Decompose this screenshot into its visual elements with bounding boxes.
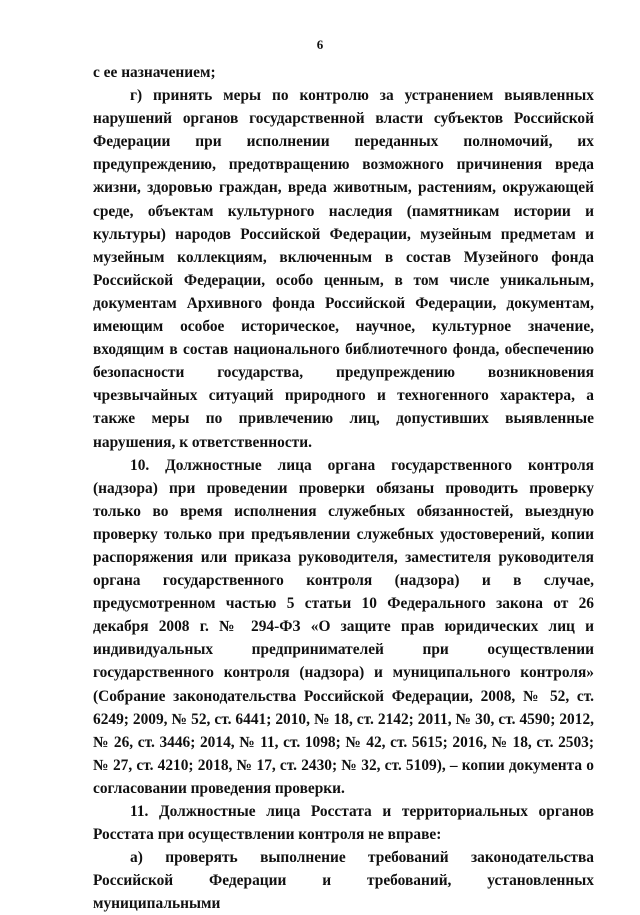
paragraph-item-g: г) принять меры по контролю за устранением выявленных нарушений органов государственной власти субъектов Российской Федерации при исполнении переданных полномочий, их предупреждению, предотвращению возможного причинения вреда жизни, здоровью граждан, вреда животным, растениям, окружающей среде, объектам культурного наследия (памятникам истории и культуры) народов Российской Федерации, музейным предметам и музейным коллекциям, включенным в состав Музейного фонда Российской Федерации, особо ценным, в том числе уникальным, документам Архивного фонда Российской Федерации, документам, имеющим особое историческое, научное, культурное значение, входящим в состав национального библиотечного фонда, обеспечению безопасности государства, предупреждению возникновения чрезвычайных ситуаций природного и техногенного характера, а также меры по привлечению лиц, допустивших выявленные нарушения, к ответственности. xyxy=(93,87,594,451)
paragraph-11: 11. Должностные лица Росстата и территориальных органов Росстата при осуществлении контроля не вправе: xyxy=(93,803,594,844)
paragraph-10: 10. Должностные лица органа государственного контроля (надзора) при проведении проверки обязаны проводить проверку только во время исполнения служебных обязанностей, выездную проверку только при предъявлении служебных удостоверений, копии распоряжения или приказа руководителя, заместителя руководителя органа государственного контроля (надзора) и в случае, предусмотренном частью 5 статьи 10 Федерального закона от 26 декабря 2008 г. № 294-ФЗ «О защите прав юридических лиц и индивидуальных предпринимателей при осуществлении государственного контроля (надзора) и муниципального контроля» (Собрание законодательства Российской Федерации, 2008, № 52, ст. 6249; 2009, № 52, ст. 6441; 2010, № 18, ст. 2142; 2011, № 30, ст. 4590; 2012, № 26, ст. 3446; 2014, № 11, ст. 1098; № 42, ст. 5615; 2016, № 18, ст. 2503; № 27, ст. 4210; 2018, № 17, ст. 2430; № 32, ст. 5109), – копии документа о согласовании проведения проверки. xyxy=(93,456,594,797)
page-number: 6 xyxy=(316,37,324,52)
document-body xyxy=(93,61,594,915)
paragraph-item-a: а) проверять выполнение требований законодательства Российской Федерации и требований, установленных муниципальными xyxy=(93,849,594,913)
paragraph-continuation: с ее назначением; xyxy=(93,64,216,81)
